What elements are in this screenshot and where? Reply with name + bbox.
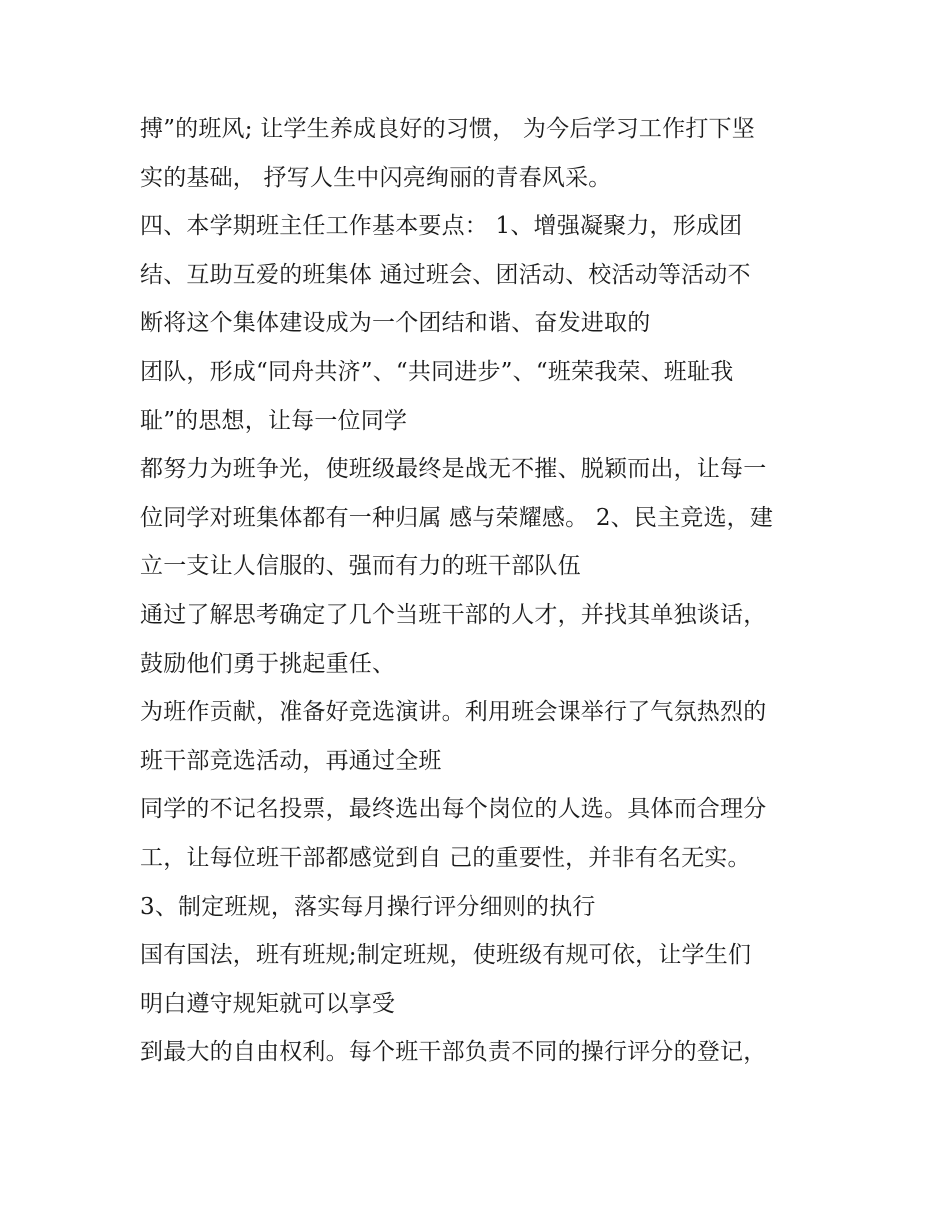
text-line: 断将这个集体建设成为一个团结和谐、奋发进取的 [140, 310, 651, 337]
text-line: 明白遵守规矩就可以享受 [140, 990, 396, 1017]
text-line: 团队，形成“同舟共济”、“共同进步”、“班荣我荣、班耻我 [140, 358, 734, 385]
text-line: 结、互助互爱的班集体 通过班会、团活动、校活动等活动不 [140, 261, 751, 288]
text-line: 工，让每位班干部都感觉到自 己的重要性，并非有名无实。 [140, 844, 751, 871]
text-line: 立一支让人信服的、强而有力的班干部队伍 [140, 553, 581, 580]
text-line: 为班作贡献，准备好竞选演讲。利用班会课举行了气氛热烈的 [140, 699, 767, 726]
text-line: 班干部竞选活动，再通过全班 [140, 747, 442, 774]
text-line: 3、制定班规，落实每月操行评分细则的执行 [140, 893, 596, 920]
text-line: 到最大的自由权利。每个班干部负责不同的操行评分的登记， [140, 1039, 767, 1066]
text-line: 搏”的班风; 让学生养成良好的习惯， 为今后学习工作打下坚 [140, 116, 755, 142]
text-line: 国有国法，班有班规;制定班规，使班级有规可依，让学生们 [140, 942, 752, 969]
text-line: 都努力为班争光，使班级最终是战无不摧、脱颖而出，让每一 [140, 456, 767, 483]
text-line: 四、本学期班主任工作基本要点： 1、增强凝聚力，形成团 [140, 213, 743, 240]
text-line: 位同学对班集体都有一种归属 感与荣耀感。 2、民主竞选，建 [140, 504, 774, 531]
text-line: 通过了解思考确定了几个当班干部的人才，并找其单独谈话， [140, 601, 767, 628]
body-text [140, 105, 830, 1077]
text-line: 实的基础， 抒写人生中闪亮绚丽的青春风采。 [140, 164, 612, 191]
text-line: 同学的不记名投票，最终选出每个岗位的人选。具体而合理分 [140, 796, 767, 823]
text-line: 鼓励他们勇于挑起重任、 [140, 650, 396, 677]
text-line: 耻”的思想，让每一位同学 [140, 407, 408, 434]
